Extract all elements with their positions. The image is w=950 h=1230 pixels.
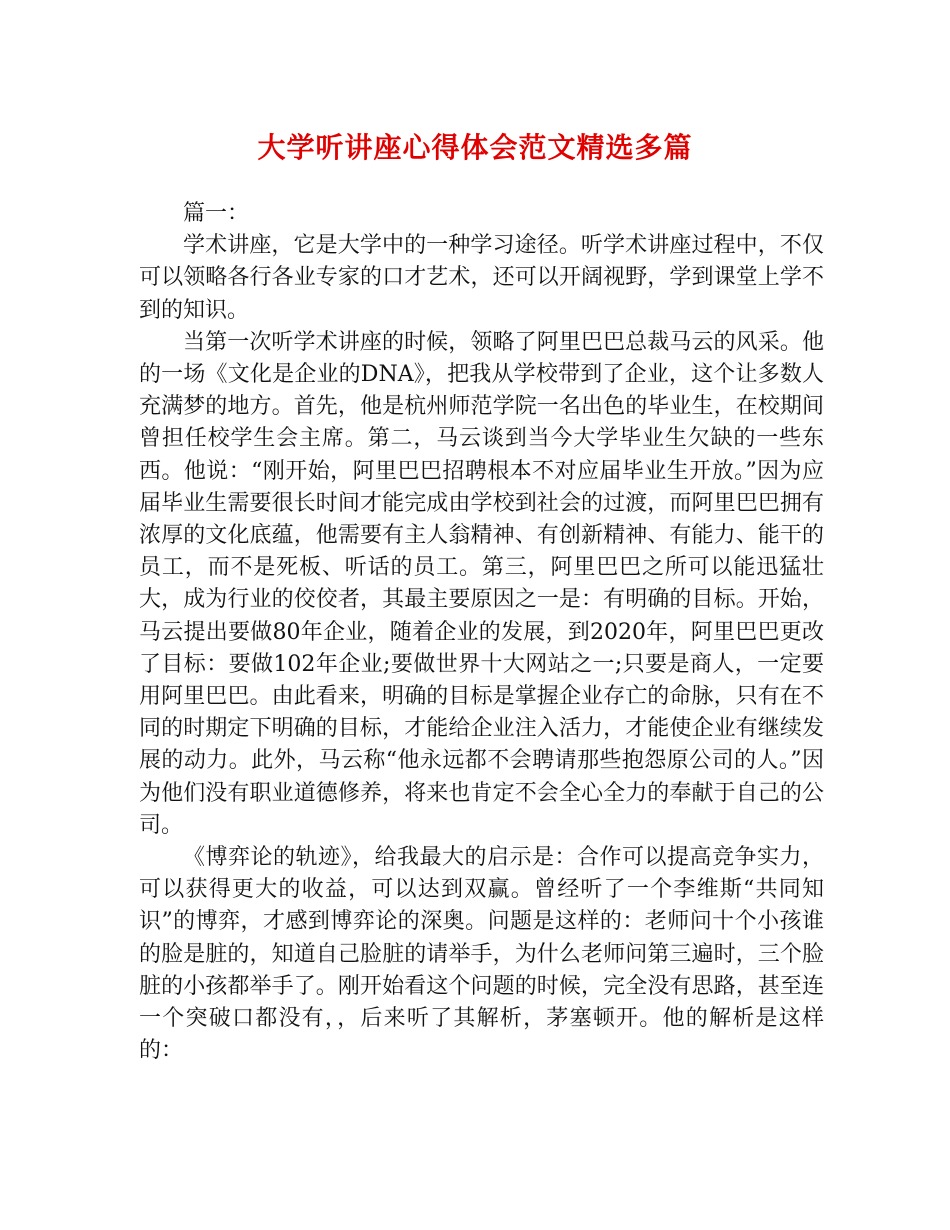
document-body	[139, 198, 824, 1067]
document-title: 大学听讲座心得体会范文精选多篇	[257, 131, 693, 164]
paragraph-intro: 学术讲座，它是大学中的一种学习途径。听学术讲座过程中，不仅可以领略各行各业专家的口才艺术，还可以开阔视野，学到课堂上学不到的知识。	[139, 233, 824, 323]
section-label: 篇一：	[183, 201, 250, 226]
paragraph-jack-ma-lecture: 当第一次听学术讲座的时候，领略了阿里巴巴总裁马云的风采。他的一场《文化是企业的DNA》，把我从学校带到了企业，这个让多数人充满梦的地方。首先，他是杭州师范学院一名出色的毕业生，在校期间曾担任校学生会主席。第二，马云谈到当今大学毕业生欠缺的一些东西。他说：“刚开始，阿里巴巴招聘根本不对应届毕业生开放。”因为应届毕业生需要很长时间才能完成由学校到社会的过渡，而阿里巴巴拥有浓厚的文化底蕴，他需要有主人翁精神、有创新精神、有能力、能干的员工，而不是死板、听话的员工。第三，阿里巴巴之所可以能迅猛壮大，成为行业的佼佼者，其最主要原因之一是：有明确的目标。开始，马云提出要做80年企业，随着企业的发展，到2020年，阿里巴巴更改了目标：要做102年企业;要做世界十大网站之一;只要是商人，一定要用阿里巴巴。由此看来，明确的目标是掌握企业存亡的命脉，只有在不同的时期定下明确的目标，才能给企业注入活力，才能使企业有继续发展的动力。此外，马云称“他永远都不会聘请那些抱怨原公司的人。”因为他们没有职业道德修养，将来也肯定不会全心全力的奉献于自己的公司。	[139, 329, 824, 838]
paragraph-game-theory: 《博弈论的轨迹》，给我最大的启示是：合作可以提高竞争实力，可以获得更大的收益，可以达到双赢。曾经听了一个李维斯“共同知识”的博弈，才感到博弈论的深奥。问题是这样的：老师问十个小孩谁的脸是脏的，知道自己脸脏的请举手，为什么老师问第三遍时，三个脸脏的小孩都举手了。刚开始看这个问题的时候，完全没有思路，甚至连一个突破口都没有，，后来听了其解析，茅塞顿开。他的解析是这样的：	[139, 845, 824, 1064]
